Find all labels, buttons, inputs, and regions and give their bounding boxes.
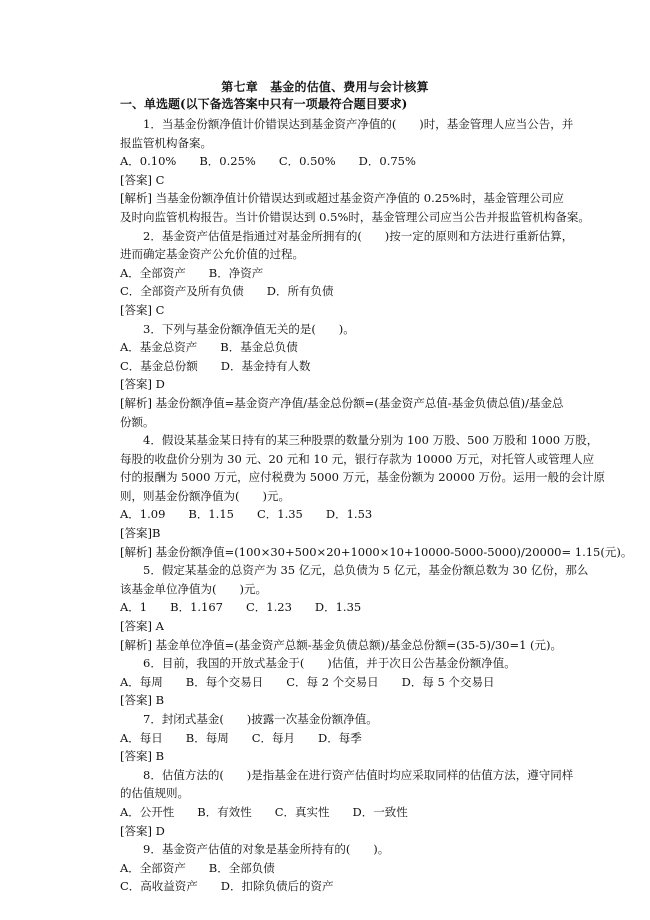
text-line: 2．基金资产估值是指通过对基金所拥有的( )按一定的原则和方法进行重新估算， — [143, 228, 574, 243]
text-line: A．全部资产 B．全部负债 — [120, 860, 275, 875]
text-line: C．高收益资产 D．扣除负债后的资产 — [120, 879, 334, 894]
text-line: 份额。 — [120, 414, 155, 429]
text-line: A．1 B．1.167 C．1.23 D．1.35 — [120, 600, 362, 615]
text-line: 9．基金资产估值的对象是基金所持有的( )。 — [143, 842, 390, 857]
text-line: A．每日 B．每周 C．每月 D．每季 — [120, 730, 362, 745]
text-line: [答案] C — [120, 172, 165, 187]
text-line: [答案] D — [120, 823, 165, 838]
text-line: C．基金总份额 D．基金持有人数 — [120, 358, 311, 373]
text-line: 进而确定基金资产公允价值的过程。 — [120, 247, 304, 262]
text-line: 则，则基金份额净值为( )元。 — [120, 488, 290, 503]
text-line: 及时向监管机构报告。当计价错误达到 0.5%时，基金管理公司应当公告并报监管机构备案。 — [120, 209, 590, 224]
text-line: 4．假设某基金某日持有的某三种股票的数量分别为 100 万股、500 万股和 1000 万股， — [143, 433, 599, 448]
text-line: [解析] 基金份额净值=基金资产净值/基金总份额=(基金资产总值-基金负债总值)/基金总 — [120, 395, 564, 410]
text-line: A．基金总资产 B．基金总负债 — [120, 340, 298, 355]
text-line: 每股的收盘价分别为 30 元、20 元和 10 元，银行存款为 10000 万元，对托管人或管理人应 — [120, 451, 595, 466]
text-line: 报监管机构备案。 — [120, 135, 212, 150]
text-line: 5．假定某基金的总资产为 35 亿元，总负债为 5 亿元，基金份额总数为 30 亿份，那么 — [143, 563, 589, 578]
text-line: 8．估值方法的( )是指基金在进行资产估值时均应采取同样的估值方法，遵守同样 — [143, 767, 574, 782]
text-line: A．每周 B．每个交易日 C．每 2 个交易日 D．每 5 个交易日 — [120, 674, 495, 689]
text-line: 该基金单位净值为( )元。 — [120, 581, 267, 596]
text-line: A．公开性 B．有效性 C．真实性 D．一致性 — [120, 804, 408, 819]
text-line: 7．封闭式基金( )披露一次基金份额净值。 — [143, 712, 378, 726]
text-line: A．0.10% B．0.25% C．0.50% D．0.75% — [120, 154, 416, 169]
text-line: A．1.09 B．1.15 C．1.35 D．1.53 — [120, 507, 373, 522]
text-line: [解析] 当基金份额净值计价错误达到或超过基金资产净值的 0.25%时，基金管理公司应 — [120, 191, 564, 206]
text-line: 6．目前，我国的开放式基金于( )估值，并于次日公告基金份额净值。 — [143, 656, 516, 671]
text-line: A．全部资产 B．净资产 — [120, 265, 264, 280]
chapter-title: 第七章 基金的估值、费用与会计核算 — [221, 80, 429, 94]
text-line: [答案] B — [120, 693, 165, 708]
text-line: [答案] D — [120, 377, 165, 392]
section-heading: 一、单选题(以下备选答案中只有一项最符合题目要求) — [120, 97, 408, 111]
text-line: [解析] 基金份额净值=(100×30+500×20+1000×10+10000-5000-5000)/20000= 1.15(元)。 — [120, 544, 633, 559]
text-line: [答案] A — [120, 619, 164, 634]
text-line: [答案]B — [120, 526, 161, 541]
text-line: 付的报酬为 5000 万元，应付税费为 5000 万元，基金份额为 20000 万份。运用一般的会计原 — [120, 470, 606, 485]
text-line: C．全部资产及所有负债 D．所有负债 — [120, 284, 334, 299]
text-line: [解析] 基金单位净值=(基金资产总额-基金负债总额)/基金总份额=(35-5)/30=1 (元)。 — [120, 637, 563, 652]
text-line: 3．下列与基金份额净值无关的是( )。 — [143, 321, 355, 336]
text-line: 1．当基金份额净值计价错误达到基金资产净值的( )时，基金管理人应当公告，并 — [143, 117, 574, 131]
text-line: [答案] B — [120, 749, 165, 764]
text-line: 的估值规则。 — [120, 786, 189, 801]
text-line: [答案] C — [120, 302, 165, 317]
question-list — [120, 115, 633, 896]
